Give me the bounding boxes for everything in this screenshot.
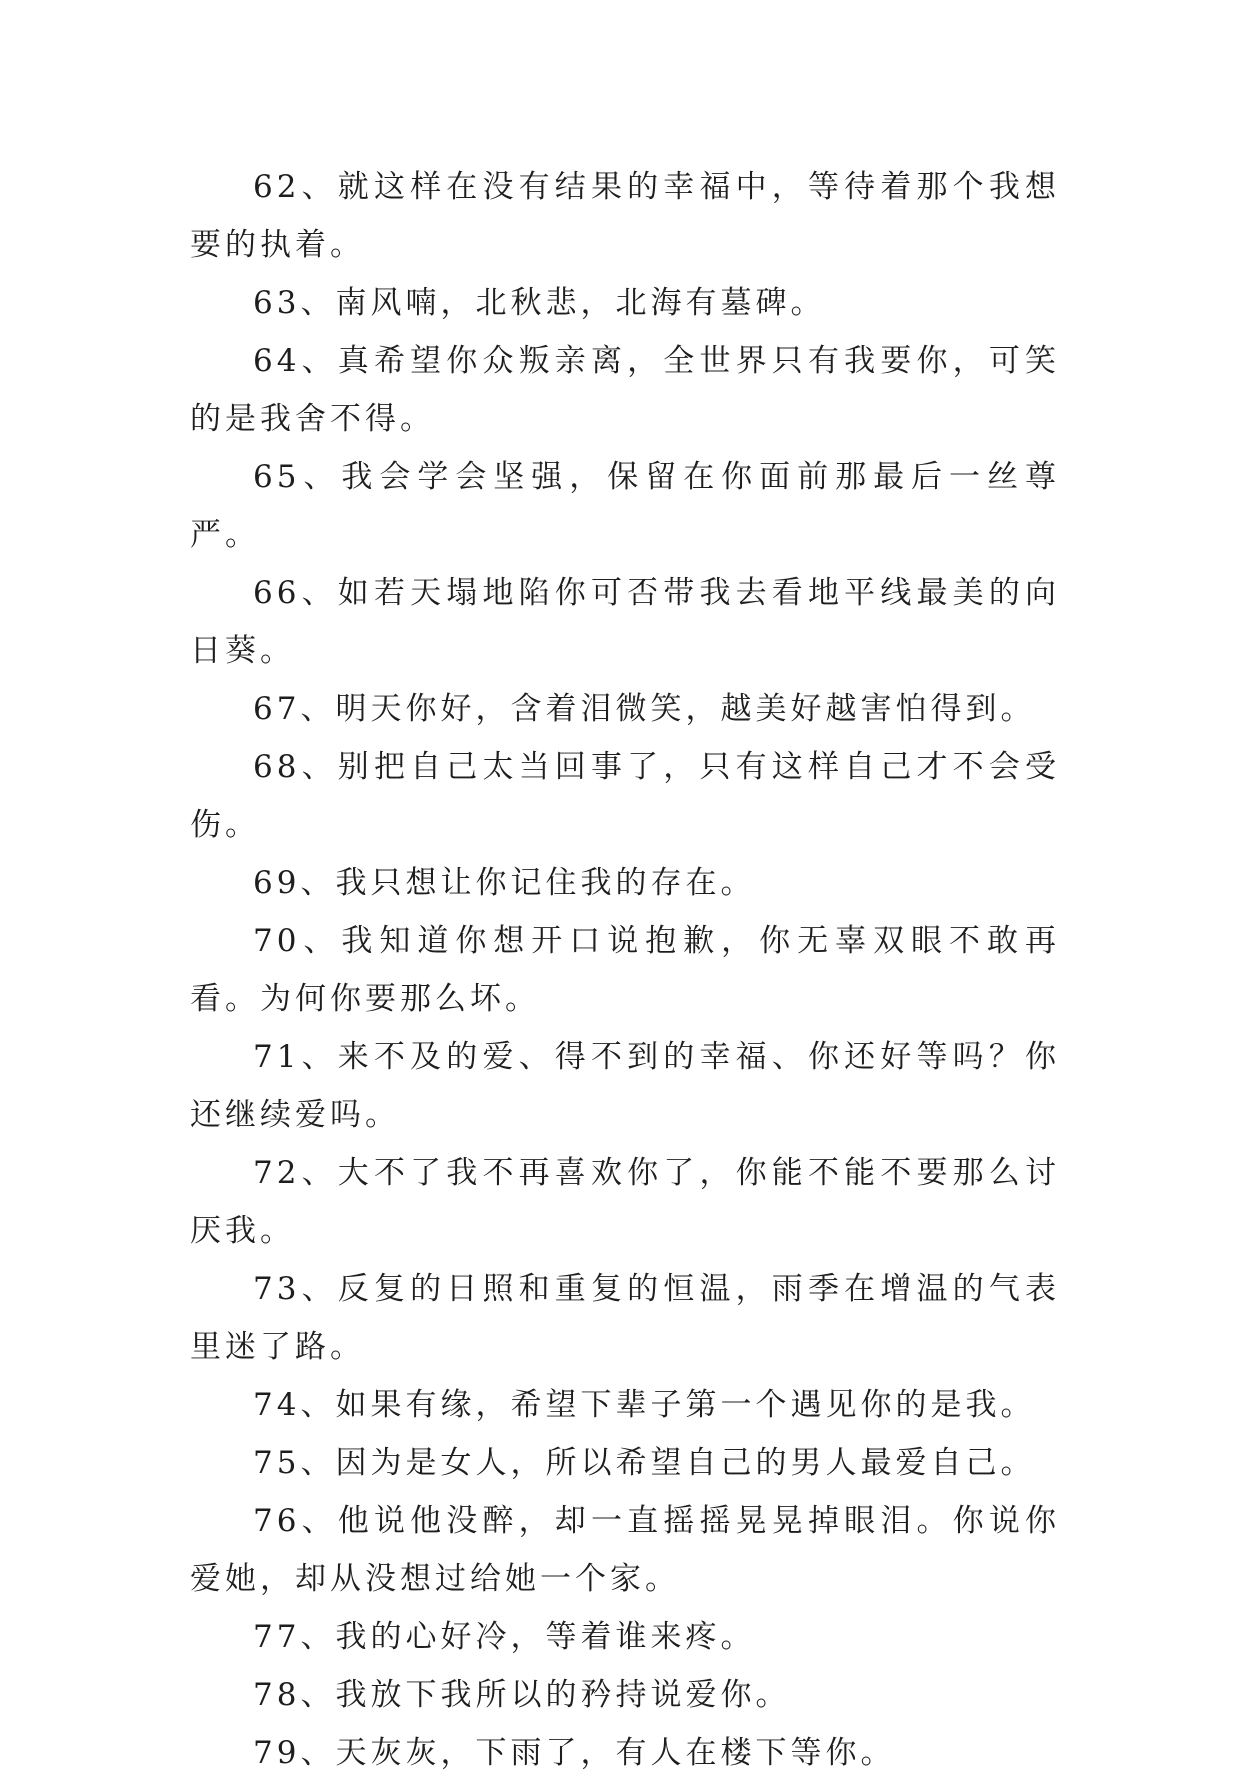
document-body: [190, 158, 1060, 1782]
paragraph-67: 67、明天你好，含着泪微笑，越美好越害怕得到。: [253, 691, 1036, 727]
paragraph-78: 78、我放下我所以的矜持说爱你。: [253, 1677, 791, 1713]
paragraph-70: 70、我知道你想开口说抱歉，你无辜双眼不敢再看。为何你要那么坏。: [190, 923, 1060, 1017]
paragraph-74: 74、如果有缘，希望下辈子第一个遇见你的是我。: [253, 1387, 1036, 1423]
paragraph-72: 72、大不了我不再喜欢你了，你能不能不要那么讨厌我。: [190, 1155, 1060, 1249]
paragraph-68: 68、别把自己太当回事了，只有这样自己才不会受伤。: [190, 749, 1060, 843]
paragraph-65: 65、我会学会坚强，保留在你面前那最后一丝尊严。: [190, 459, 1060, 553]
paragraph-71: 71、来不及的爱、得不到的幸福、你还好等吗？你还继续爱吗。: [190, 1039, 1060, 1133]
paragraph-76: 76、他说他没醉，却一直摇摇晃晃掉眼泪。你说你爱她，却从没想过给她一个家。: [190, 1503, 1060, 1597]
paragraph-79: 79、天灰灰，下雨了，有人在楼下等你。: [253, 1735, 896, 1771]
paragraph-73: 73、反复的日照和重复的恒温，雨季在增温的气表里迷了路。: [190, 1271, 1060, 1365]
paragraph-75: 75、因为是女人，所以希望自己的男人最爱自己。: [253, 1445, 1036, 1481]
paragraph-66: 66、如若天塌地陷你可否带我去看地平线最美的向日葵。: [190, 575, 1060, 669]
paragraph-69: 69、我只想让你记住我的存在。: [253, 865, 756, 901]
paragraph-77: 77、我的心好冷，等着谁来疼。: [253, 1619, 756, 1655]
paragraph-62: 62、就这样在没有结果的幸福中，等待着那个我想要的执着。: [190, 169, 1060, 263]
paragraph-63: 63、南风喃，北秋悲，北海有墓碑。: [253, 285, 826, 321]
paragraph-64: 64、真希望你众叛亲离，全世界只有我要你，可笑的是我舍不得。: [190, 343, 1060, 437]
